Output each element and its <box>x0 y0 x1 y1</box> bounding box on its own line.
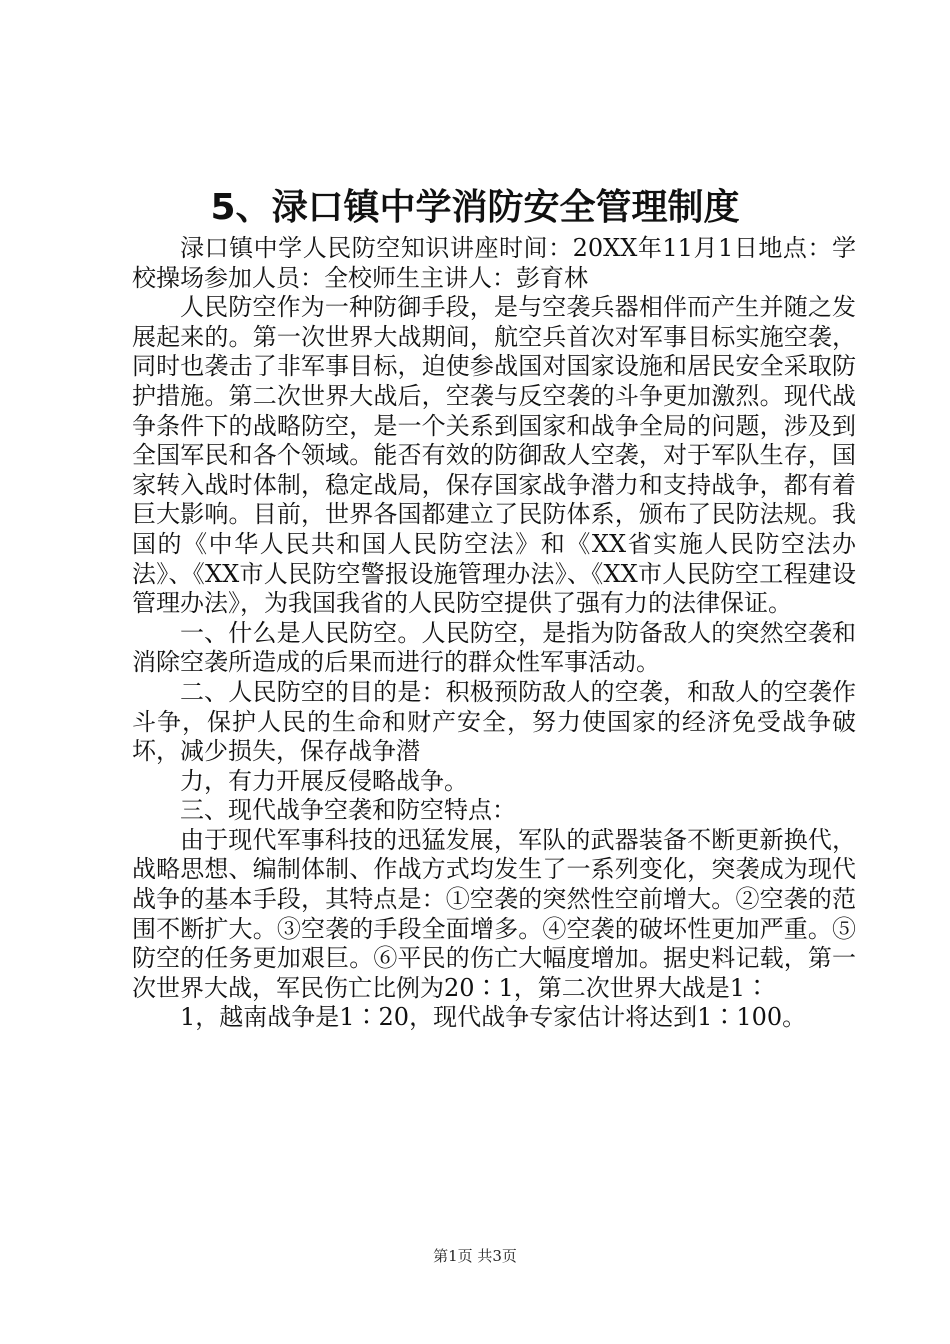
document-body <box>132 234 856 1033</box>
paragraph-section-3: 由于现代军事科技的迅猛发展，军队的武器装备不断更新换代，战略思想、编制体制、作战方式均发生了一系列变化，突袭成为现代战争的基本手段，其特点是：①空袭的突然性空前增大。②空袭的范围不断扩大。③空袭的手段全面增多。④空袭的破坏性更加严重。⑤防空的任务更加艰巨。⑥平民的伤亡大幅度增加。据史料记载，第一次世界大战，军民伤亡比例为20∶1，第二次世界大战是1∶ <box>132 825 856 1002</box>
document-title: 5、渌口镇中学消防安全管理制度 <box>210 187 740 228</box>
paragraph-section-2-continued: 力，有力开展反侵略战争。 <box>180 766 468 795</box>
paragraph-section-3-heading: 三、现代战争空袭和防空特点： <box>180 796 516 825</box>
paragraph-lecture-info: 渌口镇中学人民防空知识讲座时间：20XX年11月1日地点：学校操场参加人员：全校师生主讲人：彭育林 <box>132 234 856 292</box>
paragraph-section-2: 二、人民防空的目的是：积极预防敌人的空袭，和敌人的空袭作斗争，保护人民的生命和财产安全，努力使国家的经济免受战争破坏，减少损失，保存战争潜 <box>132 677 856 766</box>
page-footer: 第1页 共3页 <box>433 1247 517 1265</box>
paragraph-section-1: 一、什么是人民防空。人民防空，是指为防备敌人的突然空袭和消除空袭所造成的后果而进行的群众性军事活动。 <box>132 618 856 677</box>
paragraph-section-3-continued: 1，越南战争是1∶20，现代战争专家估计将达到1∶100。 <box>180 1003 807 1032</box>
paragraph-introduction: 人民防空作为一种防御手段，是与空袭兵器相伴而产生并随之发展起来的。第一次世界大战期间，航空兵首次对军事目标实施空袭，同时也袭击了非军事目标，迫使参战国对国家设施和居民安全采取防护措施。第二次世界大战后，空袭与反空袭的斗争更加激烈。现代战争条件下的战略防空，是一个关系到国家和战争全局的问题，涉及到全国军民和各个领域。能否有效的防御敌人空袭，对于军队生存，国家转入战时体制，稳定战局，保存国家战争潜力和支持战争，都有着巨大影响。目前，世界各国都建立了民防体系，颁布了民防法规。我国的《中华人民共和国人民防空法》和《XX省实施人民防空法办法》、《XX市人民防空警报设施管理办法》、《XX市人民防空工程建设管理办法》，为我国我省的人民防空提供了强有力的法律保证。 <box>132 293 856 618</box>
